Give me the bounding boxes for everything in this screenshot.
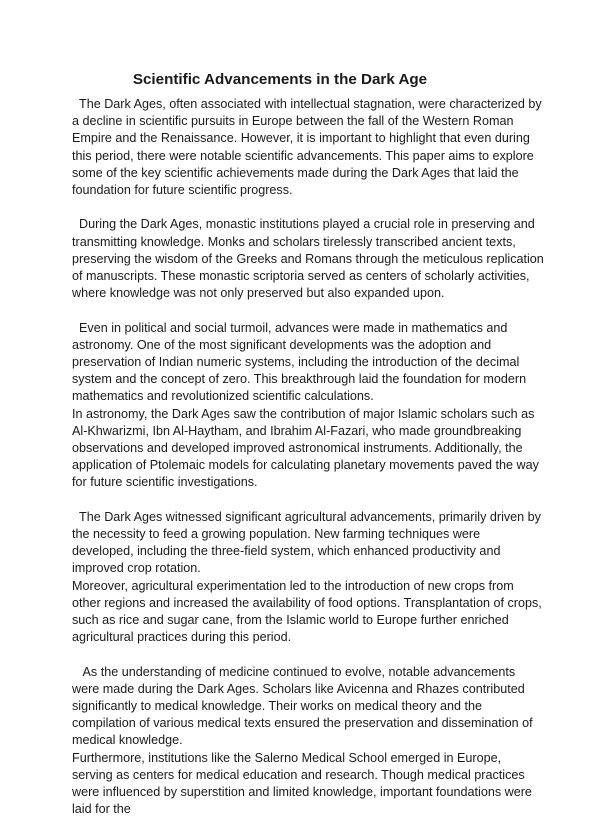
- paragraph-medicine: As the understanding of medicine continued to evolve, notable advancements were made during the Dark Ages. Scholars like Avicenna and Rhazes contributed significantly to medical knowledge. Their works on medical theory and the compilation of various medical texts ensured the preservation and dissemination of medical knowledge.: [72, 664, 533, 748]
- document-title: Scientific Advancements in the Dark Age: [132, 71, 428, 88]
- paragraph-gap: [72, 492, 544, 509]
- document-body: [72, 96, 544, 818]
- paragraph-crops: Moreover, agricultural experimentation led to the introduction of new crops from other regions and increased the availability of food options. Transplantation of crops, such as rice and sugar cane, from the Islamic world to Europe further enriched agricultural practices during this period.: [72, 578, 542, 645]
- paragraph-gap: [72, 646, 544, 663]
- paragraph-intro: The Dark Ages, often associated with intellectual stagnation, were characterized by a decline in scientific pursuits in Europe between the fall of the Western Roman Empire and the Renaissance. However, it is important to highlight that even during this period, there were notable scientific advancements. This paper aims to explore some of the key scientific achievements made during the Dark Ages that laid the foundation for future scientific progress.: [72, 97, 542, 198]
- paragraph-gap: [72, 199, 544, 216]
- paragraph-mathematics: Even in political and social turmoil, advances were made in mathematics and astronomy. One of the most significant developments was the adoption and preservation of Indian numeric systems, including the introduction of the decimal system and the concept of zero. This breakthrough laid the foundation for modern mathematics and revolutionized scientific calculations.: [72, 320, 527, 404]
- paragraph-astronomy: In astronomy, the Dark Ages saw the contribution of major Islamic scholars such as Al-Khwarizmi, Ibn Al-Haytham, and Ibrahim Al-Fazari, who made groundbreaking observations and developed improved astronomical instruments. Additionally, the application of Ptolemaic models for calculating planetary movements paved the way for future scientific investigations.: [72, 406, 539, 490]
- paragraph-salerno: Furthermore, institutions like the Salerno Medical School emerged in Europe, serving as centers for medical education and research. Though medical practices were influenced by superstition and limited knowledge, important foundations were laid for the: [72, 750, 532, 817]
- paragraph-agriculture: The Dark Ages witnessed significant agricultural advancements, primarily driven by the necessity to feed a growing population. New farming techniques were developed, including the three-field system, which enhanced productivity and improved crop rotation.: [72, 509, 541, 576]
- paragraph-gap: [72, 302, 544, 319]
- paragraph-monastic: During the Dark Ages, monastic institutions played a crucial role in preserving and transmitting knowledge. Monks and scholars tirelessly transcribed ancient texts, preserving the wisdom of the Greeks and Romans through the meticulous replication of manuscripts. These monastic scriptoria served as centers of scholarly activities, where knowledge was not only preserved but also expanded upon.: [72, 217, 544, 301]
